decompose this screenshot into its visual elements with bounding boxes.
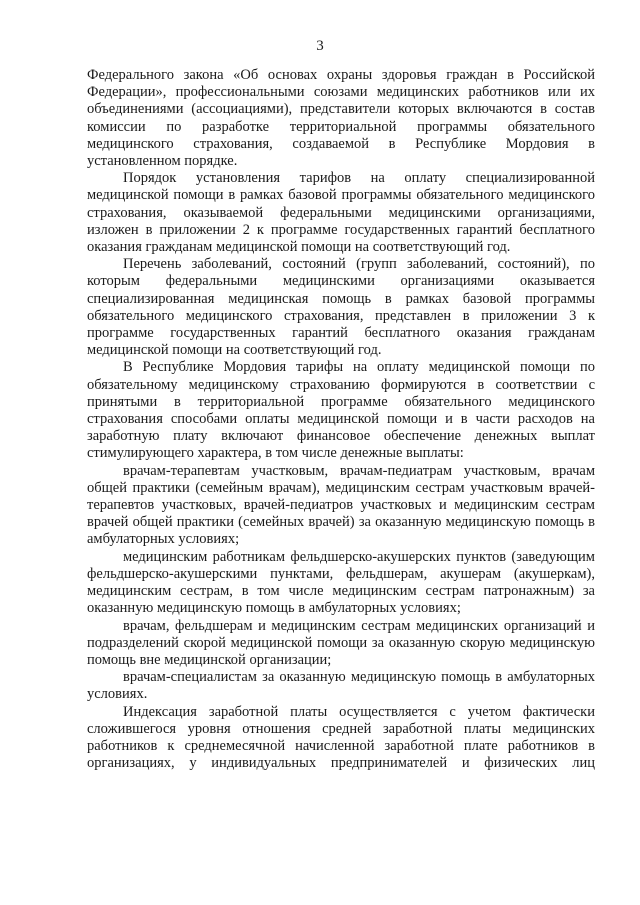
list-item-feldsher-points: медицинским работникам фельдшерско-акушерских пунктов (заведующим фельдшерско-акушерскими пунктами, фельдшерам, акушерам (акушеркам), медицинским сестрам, в том числе медицинским сестрам патронажным) за оказанную медицинскую помощь в амбулаторных условиях; xyxy=(87,548,595,617)
paragraph-2: Порядок установления тарифов на оплату специализированной медицинской помощи в рамках базовой программы обязательного медицинского страхования, оказываемой федеральными медицинскими организациями, изложен в приложении 2 к программе государственных гарантий бесплатного оказания гражданам медицинской помощи на соответствующий год. xyxy=(87,170,595,256)
paragraph-4: В Республике Мордовия тарифы на оплату медицинской помощи по обязательному медицинскому страхованию формируются в соответствии с принятыми в территориальной программе обязательного медицинского страхования способами оплаты медицинской помощи и в части расходов на заработную плату включают финансовое обеспечение денежных выплат стимулирующего характера, в том числе денежные выплаты: xyxy=(87,359,595,462)
list-item-emergency: врачам, фельдшерам и медицинским сестрам медицинских организаций и подразделений скорой медицинской помощи за оказанную скорую медицинскую помощь вне медицинской организации; xyxy=(87,617,595,668)
list-item-therapists: врачам-терапевтам участковым, врачам-педиатрам участковым, врачам общей практики (семейным врачам), медицинским сестрам участковым врачей-терапевтов участковых, врачей-педиатров участковых и медицинским сестрам врачей общей практики (семейных врачей) за оказанную медицинскую помощь в амбулаторных условиях; xyxy=(87,462,595,548)
paragraph-1: Федерального закона «Об основах охраны здоровья граждан в Российской Федерации», профессиональными союзами медицинских работников или их объединениями (ассоциациями), представители которых включаются в состав комиссии по разработке территориальной программы обязательного медицинского страхования, создаваемой в Республике Мордовия в установленном порядке. xyxy=(87,67,595,170)
document-body xyxy=(87,67,595,772)
paragraph-indexation: Индексация заработной платы осуществляется с учетом фактически сложившегося уровня отношения средней заработной платы медицинских работников к среднемесячной начисленной заработной плате работников в организациях, у индивидуальных предпринимателей и физических лиц xyxy=(87,703,595,772)
list-item-specialists: врачам-специалистам за оказанную медицинскую помощь в амбулаторных условиях. xyxy=(87,669,595,703)
page-number: 3 xyxy=(316,38,324,54)
paragraph-3: Перечень заболеваний, состояний (групп заболеваний, состояний), по которым федеральными медицинскими организациями оказывается специализированная медицинская помощь в рамках базовой программы обязательного медицинского страхования, представлен в приложении 3 к программе государственных гарантий бесплатного оказания гражданам медицинской помощи на соответствующий год. xyxy=(87,256,595,359)
